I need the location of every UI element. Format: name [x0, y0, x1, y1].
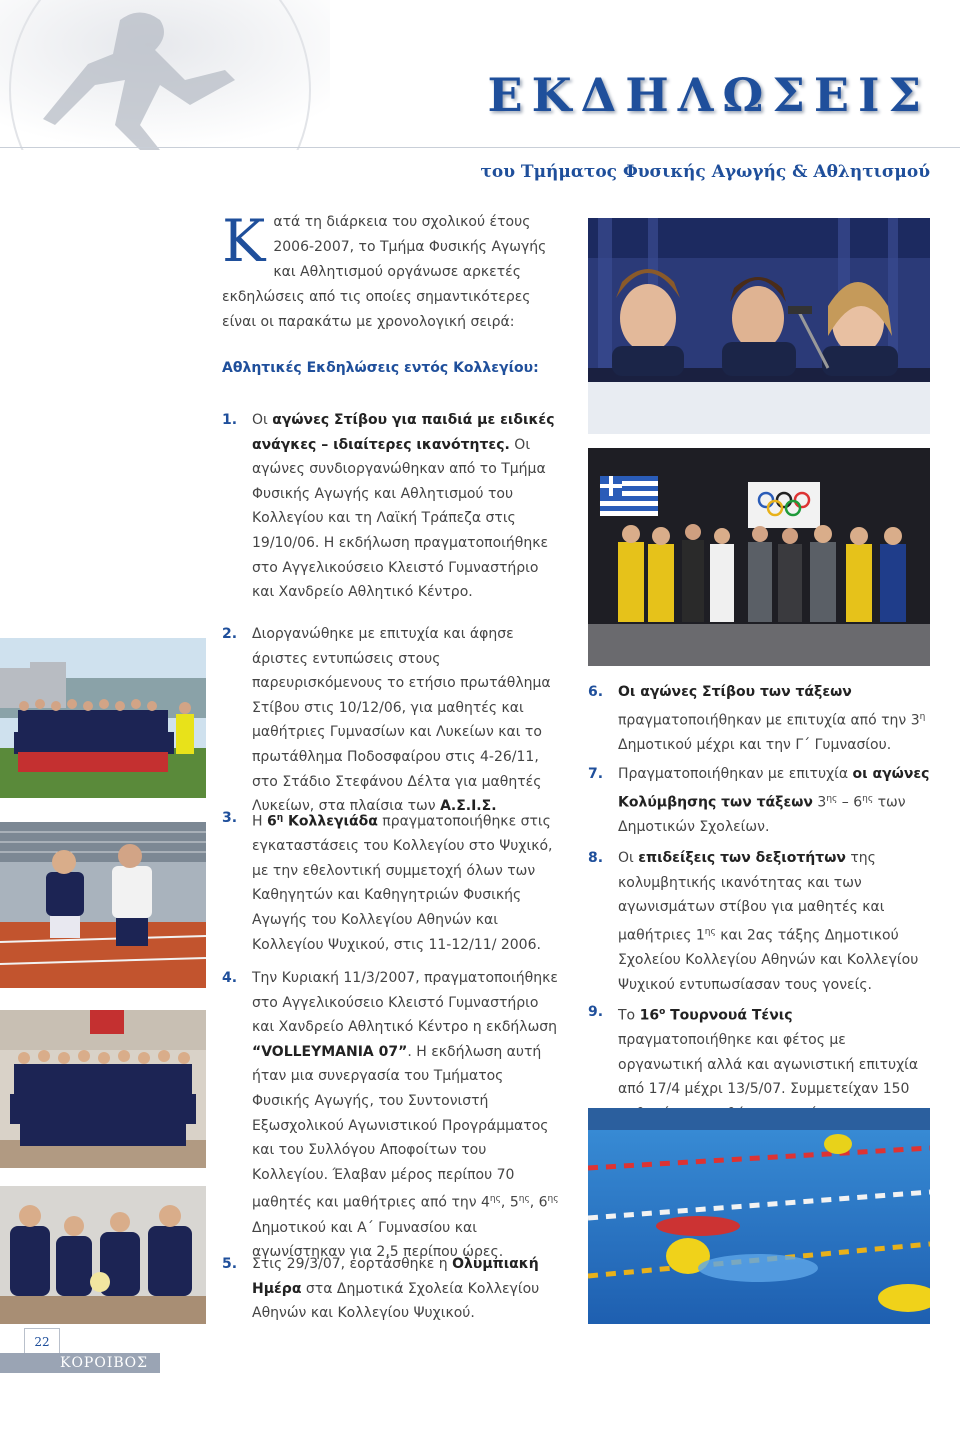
- item-bold: οι αγώνες Κολύμβησης των τάξεων: [618, 766, 930, 811]
- item-number: 6.: [588, 684, 604, 700]
- item-sup: ο: [659, 1007, 666, 1017]
- photo-volleyball-group: [0, 1010, 206, 1168]
- item-sup: ης: [704, 926, 716, 937]
- item-bold: Ολυμπιακή Ημέρα: [252, 1256, 539, 1297]
- item-bold: Οι αγώνες Στίβου των τάξεων: [618, 684, 852, 700]
- page-subtitle: του Τμήματος Φυσικής Αγωγής & Αθλητισμού: [480, 162, 930, 182]
- item-text: 3: [812, 794, 827, 811]
- list-item-8: [588, 846, 930, 997]
- item-number: 8.: [588, 850, 604, 866]
- item-bold: Α.Σ.Ι.Σ.: [440, 798, 497, 815]
- item-text: – 6: [837, 794, 863, 811]
- item-text: , 5: [500, 1195, 519, 1211]
- item-text: Διοργανώθηκε με επιτυχία και άφησε άριστες εντυπώσεις στους παρευρισκόμενους το ετήσιο πρωτάθλημα Στίβου στις 10/12/06, για μαθητές και μαθήτριες Γυμνασίων και Λυκείων και το πρωτάθλημα Ποδοσφαίρου στις 4-26/11, στο Στάδιο Στεφάνου Δέλτα για μαθητές Λυκείων, στα πλαίσια των: [252, 626, 551, 815]
- list-item-1: [222, 408, 562, 605]
- page-title: ΕΚΔΗΛΩΣΕΙΣ: [487, 68, 930, 122]
- item-text: Η: [252, 813, 267, 830]
- item-text: Δημοτικού και Α΄ Γυμνασίου και αγωνίστηκαν για 2,5 περίπου ώρες.: [252, 1219, 504, 1261]
- item-text: στα Δημοτικά Σχολεία Κολλεγίου Αθηνών και Κολλεγίου Ψυχικού.: [252, 1280, 540, 1322]
- photo-football-team: [0, 638, 206, 798]
- item-number: 7.: [588, 766, 604, 782]
- item-sup: ης: [862, 793, 874, 804]
- item-text: Δημοτικού μέχρι και την Γ΄ Γυμνασίου.: [618, 736, 892, 753]
- item-bold: 6: [266, 813, 277, 830]
- photo-runners-track: [0, 822, 206, 988]
- intro-paragraph: [222, 207, 562, 335]
- item-bold: επιδείξεις των δεξιοτήτων: [638, 850, 846, 866]
- list-item-4: [222, 966, 562, 1265]
- item-text: Οι αγώνες συνδιοργανώθηκαν από το Τμήμα Φυσικής Αγωγής και Αθλητισμού του Κολλεγίου και τη Λαϊκή Τράπεζα στις 19/10/06. Η εκδήλωση πραγματοποιήθηκε στο Αγγελικούσειο Κλειστό Γυμναστήριο και Χανδρείο Αθλητικό Κέντρο.: [252, 436, 549, 601]
- item-sup: ης: [826, 793, 838, 804]
- list-item-6: [588, 680, 930, 757]
- header-rule: [0, 147, 960, 148]
- item-sup: η: [919, 711, 926, 722]
- section-heading: Αθλητικές Εκδηλώσεις εντός Κολλεγίου:: [222, 360, 539, 376]
- photo-swimming-pool: [588, 1108, 930, 1324]
- item-text: πραγματοποιήθηκαν με επιτυχία από την 3: [618, 712, 920, 729]
- page-number: 22: [24, 1328, 60, 1355]
- list-item-5: [222, 1252, 562, 1326]
- item-sup: ης: [547, 1194, 559, 1205]
- item-text: Στις 29/3/07, εορτάσθηκε η: [252, 1256, 453, 1272]
- item-text: των Δημοτικών Σχολείων.: [618, 794, 906, 835]
- item-bold: αγώνες Στίβου για παιδιά με ειδικές ανάγκες – ιδιαίτερες ικανότητες.: [252, 412, 555, 453]
- item-text: , 6: [529, 1195, 548, 1211]
- item-number: 4.: [222, 970, 238, 986]
- item-number: 5.: [222, 1256, 238, 1272]
- list-item-3: [222, 806, 562, 957]
- photo-students-with-ball: [0, 1186, 206, 1324]
- item-text: πραγματοποιήθηκε στις εγκαταστάσεις του Κολλεγίου στο Ψυχικό, με την εθελοντική συμμετοχή όλων των Καθηγητών και Καθηγητριών Φυσικής Αγωγής του Κολλεγίου Αθηνών και Κολλεγίου Ψυχικού, στις 11-12/11/ 2006.: [252, 813, 553, 953]
- item-text: πραγματοποιήθηκε και φέτος με οργανωτική αλλά και αγωνιστική επιτυχία από 17/4 μέχρι 13/5/07. Συμμετείχαν 150: [618, 1032, 919, 1098]
- drop-cap: Κ: [222, 207, 266, 275]
- item-text: Το: [618, 1007, 640, 1024]
- item-bold: “VOLLEYMANIA 07”: [252, 1043, 408, 1060]
- list-item-7: [588, 762, 930, 839]
- item-text: της κολυμβητικής ικανότητας και των αγωνισμάτων στίβου για μαθητές και μαθήτριες 1: [618, 850, 885, 944]
- item-number: 3.: [222, 810, 238, 826]
- item-bold: Κολλεγιάδα: [283, 813, 378, 830]
- item-sup: η: [276, 813, 284, 823]
- intro-text: ατά τη διάρκεια του σχολικού έτους 2006-2007, το Τμήμα Φυσικής Αγωγής και Αθλητισμού οργάνωσε αρκετές εκδηλώσεις από τις οποίες σημαντικότερες είναι οι παρακάτω με χρονολογική σειρά:: [222, 214, 547, 330]
- item-bold: Τουρνουά Τένις: [665, 1007, 793, 1024]
- item-number: 2.: [222, 626, 238, 642]
- item-sup: ης: [489, 1194, 501, 1205]
- item-text: και 2ας τάξης Δημοτικού Σχολείου Κολλεγίου Αθηνών και Κολλεγίου Ψυχικού εντυπωσίασαν τους γονείς.: [618, 927, 919, 993]
- photo-ceremony-with-flags: [588, 448, 930, 666]
- item-number: 1.: [222, 412, 238, 428]
- item-text: Την Κυριακή 11/3/2007, πραγματοποιήθηκε στο Αγγελικούσειο Κλειστό Γυμναστήριο και Χανδρείο Αθλητικό Κέντρο η εκδήλωση: [252, 970, 558, 1036]
- item-number: 9.: [588, 1004, 604, 1020]
- item-sup: ης: [518, 1194, 530, 1205]
- item-text: . Η εκδήλωση αυτή ήταν μια συνεργασία του Τμήματος Φυσικής Αγωγής, του Συντονιστή Εξωσχολικού Αγωνιστικού Προγράμματος και του Συλλόγου Αποφοίτων του Κολλεγίου. Έλαβαν μέρος περίπου 70 μαθητές και μαθήτριες από την 4: [252, 1043, 549, 1211]
- item-bold: 16: [639, 1007, 660, 1024]
- item-text: Οι: [618, 850, 639, 866]
- photo-students-at-podium: [588, 218, 930, 434]
- item-text: Οι: [252, 412, 273, 428]
- list-item-2: [222, 622, 562, 819]
- item-text: Πραγματοποιήθηκαν με επιτυχία: [618, 766, 853, 782]
- publication-brand: ΚΟΡΟΙΒΟΣ: [60, 1355, 149, 1371]
- background-statue: [0, 0, 330, 150]
